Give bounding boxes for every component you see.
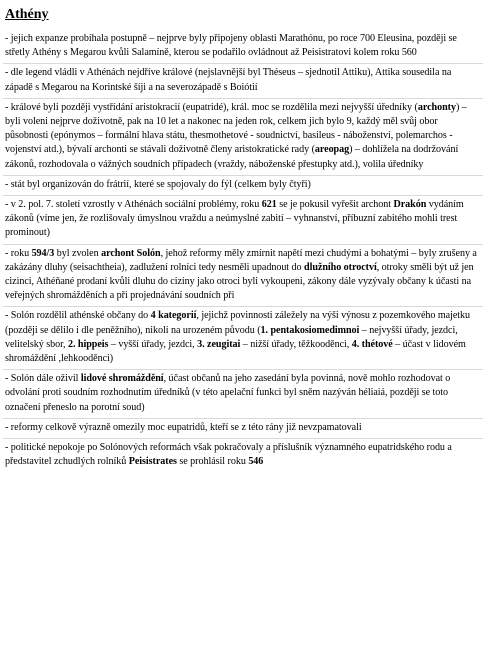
page-title: Athény xyxy=(5,7,49,22)
paragraph-text: se je pokusil vyřešit archont xyxy=(276,199,394,211)
bold-term: archont Solón xyxy=(101,247,161,259)
paragraph-text: – účast v lidovém shromáždění ,lehkooděnci) xyxy=(5,338,466,365)
paragraph xyxy=(3,196,483,245)
paragraph-text: , účast občanů na jeho zasedání byla povinná, nově mohlo rozhodovat o odvolání proti soudním rozhodnutím úředníků (v této apelační funkci byl sněm nazýván héliaiá, později se toto označení přeneslo na porotní soud) xyxy=(5,373,451,413)
paragraph-text: – nejvyšší úřady, jezdci, velitelský sbor, xyxy=(5,324,458,350)
paragraph-text: - politické nepokoje po Solónových reformách však pokračovaly a příslušník významného eupatridského rodu a představitel zchudlých rolníků xyxy=(5,442,452,468)
paragraph-text: vydáním zákonů (víme jen, že rozlišovaly úmyslnou vraždu a neúmyslné zabití – vyhnanství, příbuzní zabitého mohli trest prominout) xyxy=(5,199,464,239)
paragraph xyxy=(3,439,483,472)
paragraph-text: - roku xyxy=(5,247,32,259)
paragraph-text: – nižší úřady, těžkooděnci, xyxy=(240,338,352,350)
paragraph-text: - stát byl organizován do frátrií, které se spojovaly do fýl (celkem byly čtyři) xyxy=(5,178,311,190)
paragraph-text: – vyšší úřady, jezdci, xyxy=(108,338,198,350)
paragraph xyxy=(3,176,483,196)
paragraph-text: byl zvolen xyxy=(54,247,102,259)
paragraph-text: se prohlásil roku xyxy=(176,456,249,468)
bold-term: 4 kategorií xyxy=(150,310,197,322)
bold-term: lidové shromáždění xyxy=(80,373,164,385)
bold-term: Drakón xyxy=(393,199,427,211)
bold-term: 594/3 xyxy=(31,247,55,259)
bold-term: 621 xyxy=(261,199,277,211)
bold-term: dlužního otroctví xyxy=(304,261,377,273)
paragraph-text: ) – dohlížela na dodržování zákonů, rozhodovala o vážných soudních případech (vraždy, náboženské přestupky atd.), volila úředníky xyxy=(5,144,459,170)
paragraph-text: ) – byli voleni nejprve doživotně, pak na 10 let a nakonec na jeden rok, celkem jich bylo 9, každý měl svůj obor působnosti (epónymos – formální hlava státu, thesmothetové - soudnictví, basileus - náboženství, polemarchos - vojenství atd.), bývalí archonti se stávali doživotně členy aristokratické rady ( xyxy=(5,101,467,156)
paragraph-text: - Solón rozdělil athénské občany do xyxy=(5,310,151,322)
paragraph xyxy=(3,99,483,176)
paragraph-text: - reformy celkově výrazně omezily moc eupatridů, kteří se z této rány již nevzpamatovali xyxy=(5,421,362,433)
paragraph-text: - králové byli později vystřídání aristokracií (eupatridé), král. moc se rozdělila mezi nejvyšší úředníky ( xyxy=(5,101,418,113)
paragraph-list xyxy=(3,30,483,472)
bold-term: 1. pentakosiomedimnoi xyxy=(260,324,360,336)
bold-term: 546 xyxy=(248,456,264,468)
bold-term: Peisistrates xyxy=(128,456,177,468)
bold-term: 2. hippeis xyxy=(67,338,109,350)
paragraph xyxy=(3,30,483,64)
bold-term: areopag xyxy=(314,144,350,156)
paragraph xyxy=(3,245,483,308)
bold-term: archonty xyxy=(417,101,456,113)
paragraph-text: - jejich expanze probíhala postupně – nejprve byly připojeny oblasti Marathónu, po roce 700 Eleusina, později se střetly Athény s Megarou kvůli Salamíně, kterou se podařilo ovládnout až Peisistratovi kolem roku 560 xyxy=(5,33,457,59)
bold-term: 4. thétové xyxy=(351,338,393,350)
paragraph xyxy=(3,419,483,439)
paragraph xyxy=(3,370,483,419)
bold-term: 3. zeugitai xyxy=(197,338,241,350)
paragraph xyxy=(3,64,483,98)
paragraph-text: - Solón dále oživil xyxy=(5,373,81,385)
paragraph-text: , otroky směli být už jen cizinci, Athéňané prodaní kvůli dluhu do ciziny jako otroci byli vykoupeni, zákony dále vyzývaly občany k účasti na veřejných shromážděních a při projednávání soudních při xyxy=(5,261,474,302)
paragraph-text: - dle legend vládli v Athénách nejdříve králové (nejslavnější byl Théseus – sjednotil Attiku), Attika sousedila na západě s Megarou na Korintské šíji a na severozápadě s Boiótií xyxy=(5,67,452,93)
paragraph-text: , jehož reformy měly zmírnit napětí mezi chudými a bohatými – byly zrušeny a zakázány dluhy (seisachtheia), zadlužení rolníci tedy nesměli upadnout do xyxy=(5,247,477,273)
paragraph-text: - v 2. pol. 7. století vzrostly v Athénách sociální problémy, roku xyxy=(5,199,262,211)
paragraph xyxy=(3,307,483,370)
paragraph-text: , jejichž povinnosti záležely na výši výnosu z pozemkového majetku (později se dělilo i dle peněžního), nikoli na urozeném původu ( xyxy=(5,310,471,336)
